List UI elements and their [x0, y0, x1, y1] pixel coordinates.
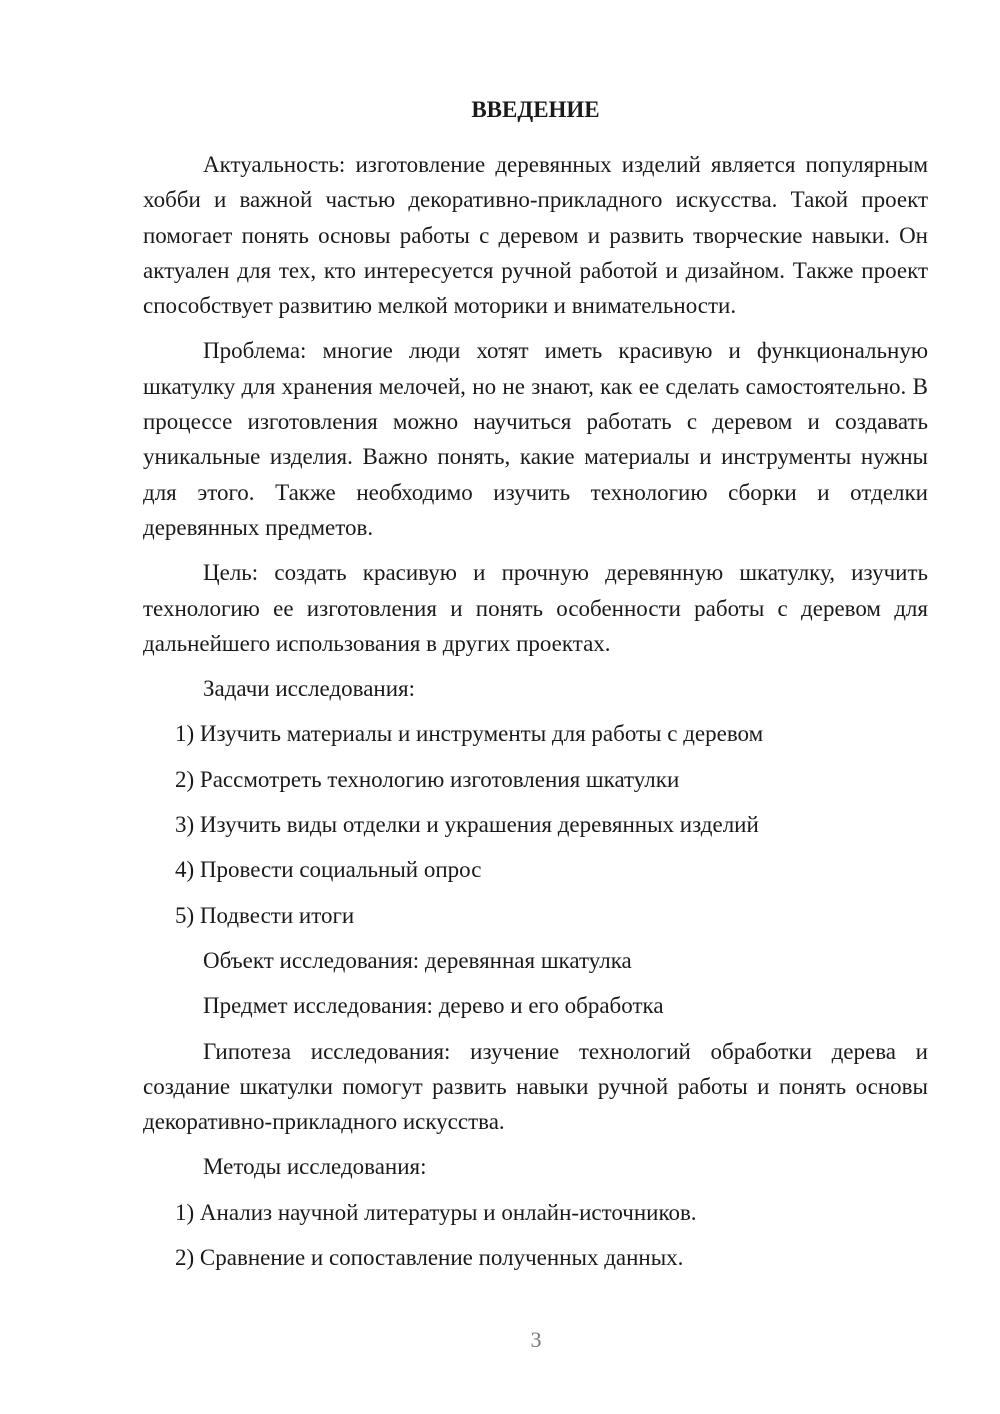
hypothesis-paragraph: Гипотеза исследования: изучение технологий обработки дерева и создание шкатулки помогут развить навыки ручной работы и понять основы декоративно-прикладного искусства. [143, 1038, 928, 1135]
relevance-paragraph: Актуальность: изготовление деревянных изделий является популярным хобби и важной частью декоративно-прикладного искусства. Такой проект помогает понять основы работы с деревом и развить творческие навыки. Он актуален для тех, кто интересуется ручной работой и дизайном. Также проект способствует развитию мелкой моторики и внимательности. [143, 152, 928, 319]
task-item: 5) Подвести итоги [175, 902, 355, 928]
problem-paragraph: Проблема: многие люди хотят иметь красивую и функциональную шкатулку для хранения мелочей, но не знают, как ее сделать самостоятельно. В процессе изготовления можно научиться работать с деревом и создавать уникальные изделия. Важно понять, какие материалы и инструменты нужны для этого. Также необходимо изучить технологию сборки и отделки деревянных предметов. [143, 338, 928, 540]
research-subject: Предмет исследования: дерево и его обработка [203, 993, 664, 1019]
research-object: Объект исследования: деревянная шкатулка [203, 947, 632, 973]
methods-heading: Методы исследования: [203, 1154, 427, 1180]
goal-paragraph: Цель: создать красивую и прочную деревянную шкатулку, изучить технологию ее изготовления и понять особенности работы с деревом для дальнейшего использования в других проектах. [143, 560, 928, 656]
page-body [143, 92, 928, 1285]
method-item: 1) Анализ научной литературы и онлайн-источников. [175, 1199, 697, 1225]
task-item: 3) Изучить виды отделки и украшения деревянных изделий [175, 812, 759, 838]
task-item: 4) Провести социальный опрос [175, 857, 482, 883]
task-item: 2) Рассмотреть технологию изготовления шкатулки [175, 766, 680, 792]
task-item: 1) Изучить материалы и инструменты для работы с деревом [175, 721, 764, 747]
page-number: 3 [530, 1327, 542, 1352]
method-item: 2) Сравнение и сопоставление полученных данных. [175, 1245, 684, 1271]
section-title: ВВЕДЕНИЕ [471, 97, 600, 122]
tasks-heading: Задачи исследования: [203, 676, 416, 702]
